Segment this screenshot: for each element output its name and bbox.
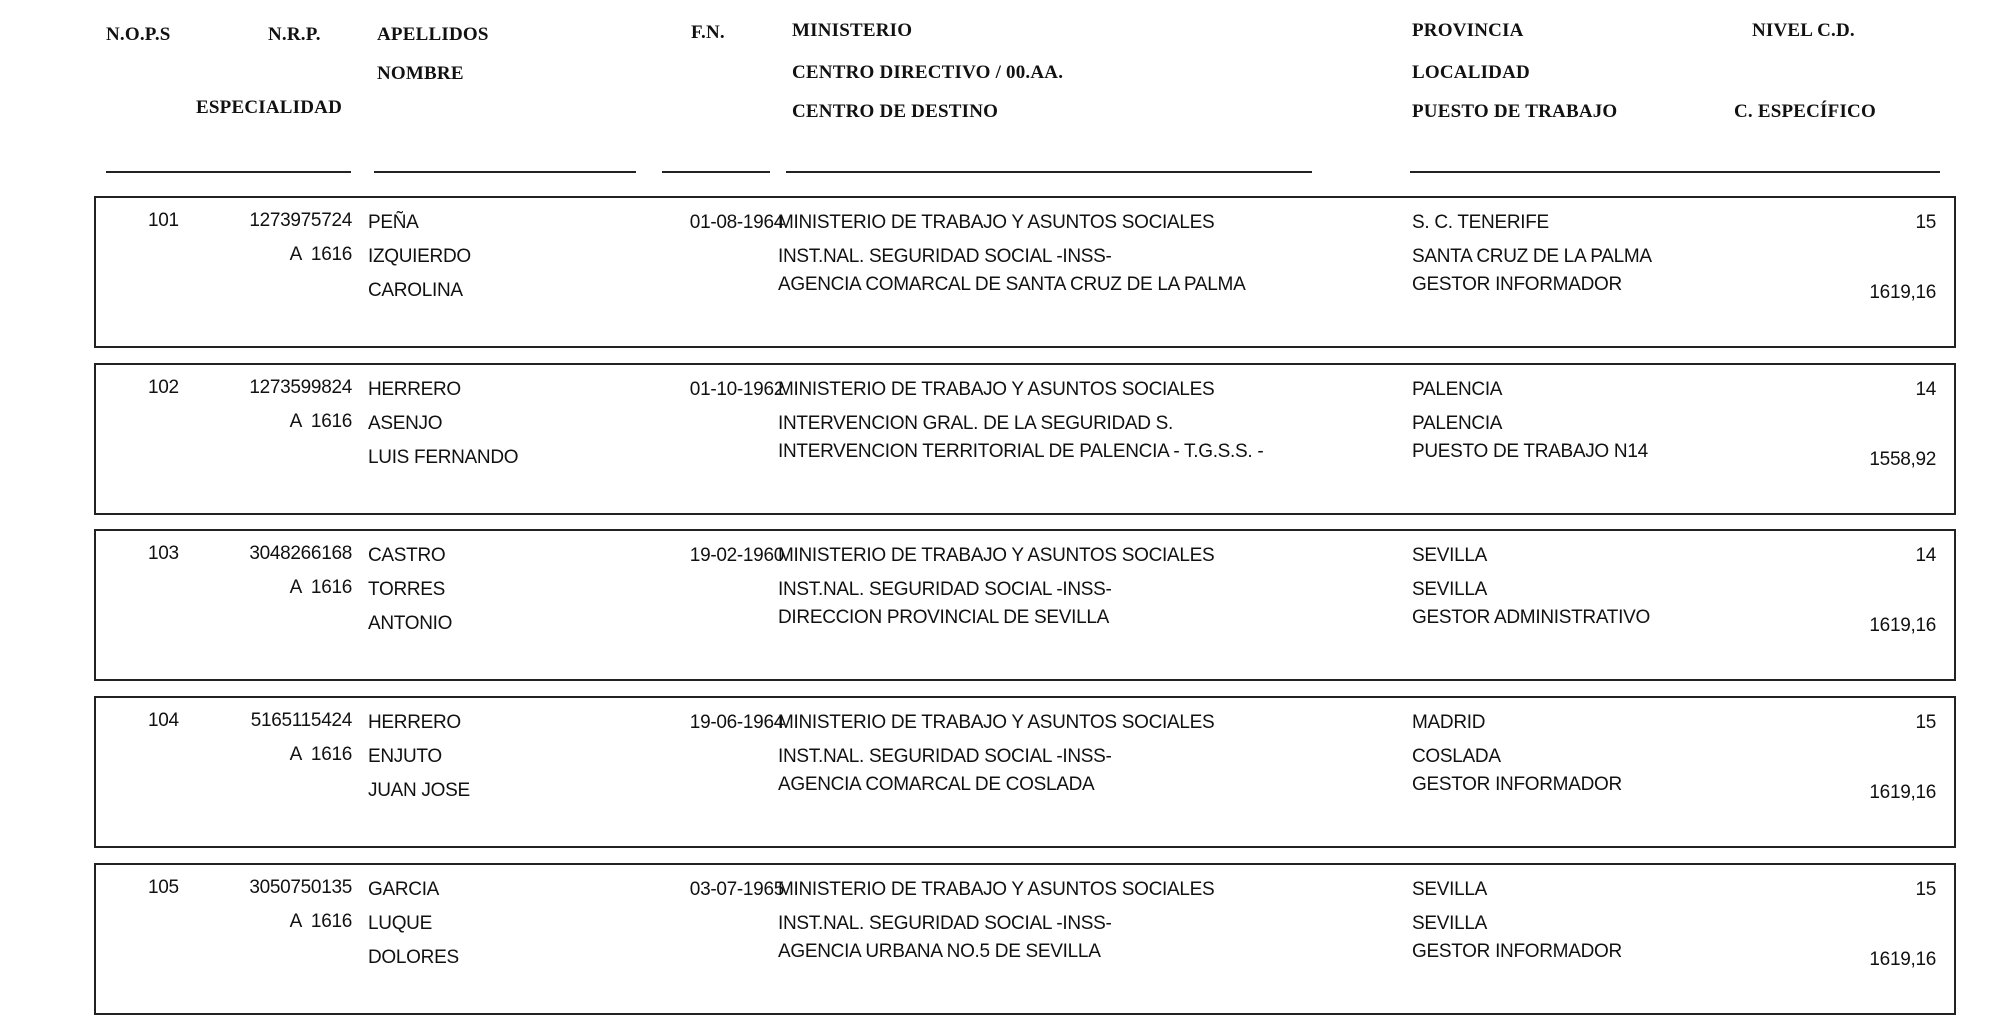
header-apellidos: APELLIDOS: [377, 24, 489, 45]
record-centro-destino: AGENCIA COMARCAL DE SANTA CRUZ DE LA PALMA: [778, 274, 1246, 295]
header-localidad: LOCALIDAD: [1412, 62, 1530, 83]
record-centro-destino: INTERVENCION TERRITORIAL DE PALENCIA - T.G.S.S. -: [778, 441, 1264, 462]
record-nombre: DOLORES: [368, 947, 459, 968]
record-apellido1: CASTRO: [368, 545, 446, 566]
record-puesto: GESTOR ADMINISTRATIVO: [1412, 607, 1650, 628]
record-nrp: 1273599824: [249, 377, 352, 398]
record-nops: 101: [148, 210, 179, 231]
record-puesto: GESTOR INFORMADOR: [1412, 774, 1622, 795]
record-centro-directivo: INTERVENCION GRAL. DE LA SEGURIDAD S.: [778, 413, 1174, 434]
record-nombre: ANTONIO: [368, 613, 453, 634]
record-nivel: 15: [1915, 212, 1936, 233]
record-fecha-nacimiento: 03-07-1965: [689, 879, 784, 900]
record-nombre: JUAN JOSE: [368, 780, 470, 801]
record-especialidad: A 1616: [289, 244, 352, 265]
record-nombre: CAROLINA: [368, 280, 463, 301]
record-apellido2: LUQUE: [368, 913, 432, 934]
header-nops: N.O.P.S: [106, 24, 171, 45]
record-ministerio: MINISTERIO DE TRABAJO Y ASUNTOS SOCIALES: [778, 212, 1215, 233]
record-puesto: PUESTO DE TRABAJO N14: [1412, 441, 1648, 462]
header-provincia: PROVINCIA: [1412, 20, 1524, 41]
record-apellido1: HERRERO: [368, 379, 461, 400]
record-nivel: 15: [1915, 879, 1936, 900]
record-apellido1: PEÑA: [368, 212, 419, 233]
header-nombre: NOMBRE: [377, 63, 464, 84]
record-provincia: S. C. TENERIFE: [1412, 212, 1549, 233]
record-fecha-nacimiento: 19-06-1964: [689, 712, 784, 733]
record-ministerio: MINISTERIO DE TRABAJO Y ASUNTOS SOCIALES: [778, 545, 1215, 566]
record-fecha-nacimiento: 19-02-1960: [689, 545, 784, 566]
record-nombre: LUIS FERNANDO: [368, 447, 519, 468]
record-nrp: 1273975724: [249, 210, 352, 231]
record-centro-directivo: INST.NAL. SEGURIDAD SOCIAL -INSS-: [778, 913, 1112, 934]
record-nivel: 14: [1915, 379, 1936, 400]
header-especifico: C. ESPECÍFICO: [1734, 101, 1876, 122]
record-apellido2: TORRES: [368, 579, 446, 600]
record-nrp: 5165115424: [250, 710, 352, 731]
record-ministerio: MINISTERIO DE TRABAJO Y ASUNTOS SOCIALES: [778, 379, 1215, 400]
record-box: [94, 529, 1956, 681]
record-box: [94, 863, 1956, 1015]
record-ministerio: MINISTERIO DE TRABAJO Y ASUNTOS SOCIALES: [778, 712, 1215, 733]
record-nrp: 3048266168: [249, 543, 352, 564]
header-underline-1: [106, 171, 351, 173]
header-underline-4: [786, 171, 1312, 173]
record-fecha-nacimiento: 01-10-1962: [689, 379, 784, 400]
record-centro-directivo: INST.NAL. SEGURIDAD SOCIAL -INSS-: [778, 246, 1112, 267]
record-fecha-nacimiento: 01-08-1964: [689, 212, 784, 233]
record-nops: 105: [148, 877, 179, 898]
record-nops: 103: [148, 543, 179, 564]
record-centro-destino: AGENCIA URBANA NO.5 DE SEVILLA: [778, 941, 1101, 962]
record-localidad: SANTA CRUZ DE LA PALMA: [1412, 246, 1652, 267]
record-especifico: 1558,92: [1869, 449, 1936, 470]
record-puesto: GESTOR INFORMADOR: [1412, 274, 1622, 295]
record-centro-directivo: INST.NAL. SEGURIDAD SOCIAL -INSS-: [778, 579, 1112, 600]
header-centro-directivo: CENTRO DIRECTIVO / 00.AA.: [792, 62, 1064, 83]
record-apellido2: ENJUTO: [368, 746, 442, 767]
record-box: [94, 363, 1956, 515]
record-especifico: 1619,16: [1869, 282, 1936, 303]
record-localidad: COSLADA: [1412, 746, 1501, 767]
record-especialidad: A 1616: [289, 577, 352, 598]
header-fn: F.N.: [691, 22, 725, 43]
record-provincia: MADRID: [1412, 712, 1486, 733]
record-nivel: 14: [1915, 545, 1936, 566]
header-underline-3: [662, 171, 770, 173]
record-apellido2: ASENJO: [368, 413, 443, 434]
record-especialidad: A 1616: [289, 911, 352, 932]
record-localidad: PALENCIA: [1412, 413, 1503, 434]
record-centro-destino: AGENCIA COMARCAL DE COSLADA: [778, 774, 1095, 795]
record-centro-destino: DIRECCION PROVINCIAL DE SEVILLA: [778, 607, 1110, 628]
record-apellido1: GARCIA: [368, 879, 440, 900]
record-especifico: 1619,16: [1869, 615, 1936, 636]
header-underline-2: [374, 171, 636, 173]
record-puesto: GESTOR INFORMADOR: [1412, 941, 1622, 962]
header-especialidad: ESPECIALIDAD: [196, 97, 342, 118]
record-provincia: PALENCIA: [1412, 379, 1503, 400]
header-nivel: NIVEL C.D.: [1752, 20, 1855, 41]
record-ministerio: MINISTERIO DE TRABAJO Y ASUNTOS SOCIALES: [778, 879, 1215, 900]
header-centro-destino: CENTRO DE DESTINO: [792, 101, 999, 122]
record-provincia: SEVILLA: [1412, 879, 1488, 900]
record-box: [94, 196, 1956, 348]
header-nrp: N.R.P.: [268, 24, 321, 45]
record-localidad: SEVILLA: [1412, 913, 1488, 934]
header-puesto: PUESTO DE TRABAJO: [1412, 101, 1618, 122]
record-apellido1: HERRERO: [368, 712, 461, 733]
header-ministerio: MINISTERIO: [792, 20, 913, 41]
header-underline-5: [1410, 171, 1940, 173]
record-provincia: SEVILLA: [1412, 545, 1488, 566]
record-nops: 102: [148, 377, 179, 398]
record-nivel: 15: [1915, 712, 1936, 733]
record-centro-directivo: INST.NAL. SEGURIDAD SOCIAL -INSS-: [778, 746, 1112, 767]
record-nrp: 3050750135: [249, 877, 352, 898]
record-localidad: SEVILLA: [1412, 579, 1488, 600]
record-especialidad: A 1616: [289, 411, 352, 432]
record-especialidad: A 1616: [289, 744, 352, 765]
record-apellido2: IZQUIERDO: [368, 246, 471, 267]
record-nops: 104: [148, 710, 179, 731]
record-especifico: 1619,16: [1869, 782, 1936, 803]
record-especifico: 1619,16: [1869, 949, 1936, 970]
record-box: [94, 696, 1956, 848]
